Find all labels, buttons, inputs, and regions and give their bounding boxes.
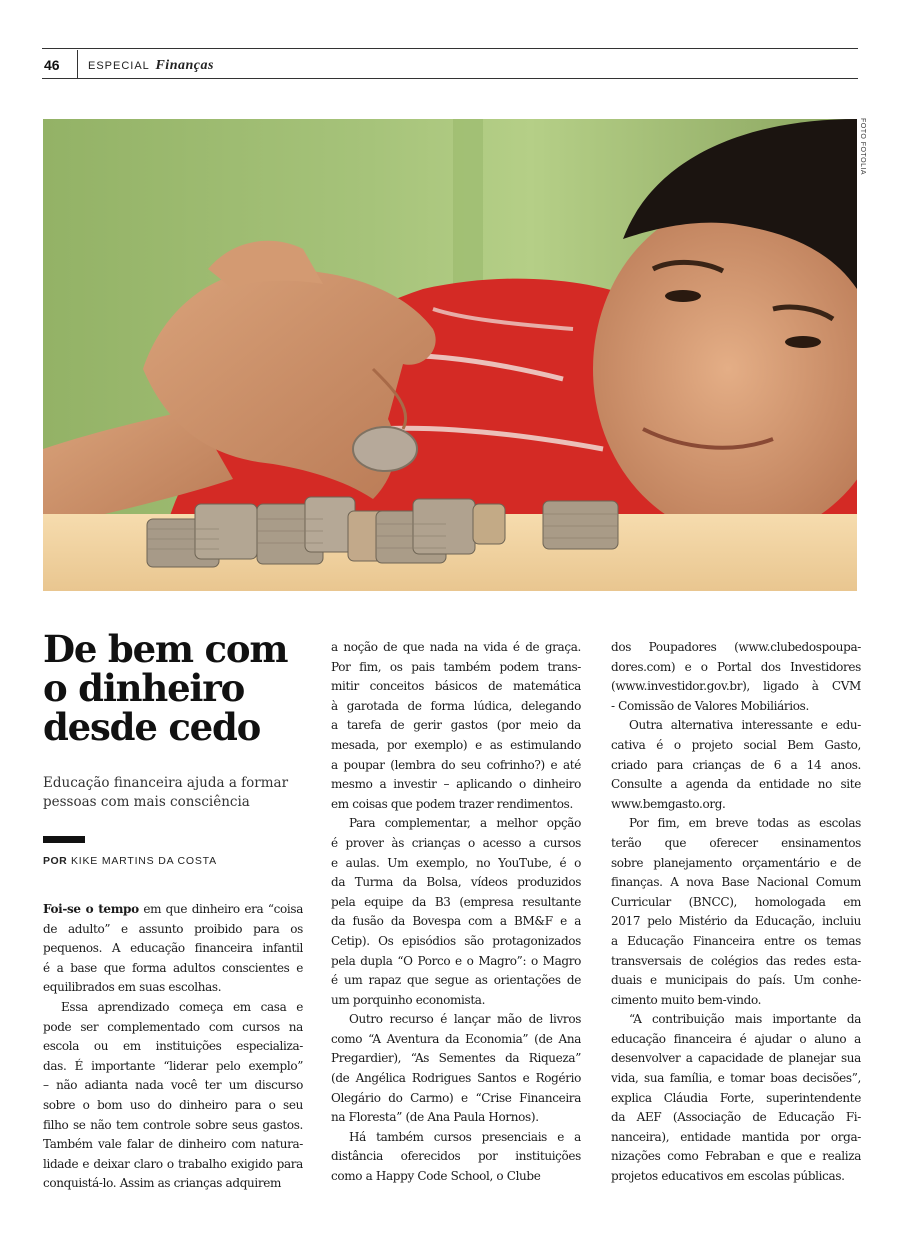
- section-title: Finanças: [155, 58, 214, 73]
- text-line: Também vale falar de dinheiro com natura-: [43, 1137, 303, 1152]
- article-column-2: [331, 638, 581, 1187]
- subheadline: Educação financeira ajuda a formar pessoas com mais consciência: [43, 775, 289, 810]
- text-line: e aulas. Um exemplo, no YouTube, é o: [331, 855, 581, 870]
- text-line: como a Happy Code School, o Clube: [331, 1169, 541, 1184]
- text-line: é um rapaz que segue as orientações de: [331, 973, 581, 988]
- header-divider: [77, 50, 78, 78]
- text-line: Olegário do Carmo) e “Crise Financeira: [331, 1090, 581, 1105]
- photo-illustration: [43, 119, 857, 591]
- text-line: - Comissão de Valores Mobiliários.: [611, 698, 809, 713]
- text-line: mesada, por exemplo) e as estimulando: [331, 737, 581, 752]
- text-line: pode ser complementado com cursos na: [43, 1019, 303, 1034]
- text-line: a poupar (lembra do seu cofrinho?) e até: [331, 757, 581, 772]
- text-line: criado para crianças de 6 a 14 anos.: [611, 757, 861, 772]
- text-line: é a base que forma adultos conscientes e: [43, 960, 303, 975]
- text-line: é prover às crianças o acesso a cursos: [331, 835, 581, 850]
- text-line: pela equipe da B3 (empresa resultante: [331, 894, 581, 909]
- text-line: (de Angélica Rodrigues Santos e Rogério: [331, 1071, 581, 1086]
- text-line: escola ou em instituições especializa-: [43, 1039, 303, 1054]
- text-line: nizações como Febraban e que e realiza: [611, 1149, 861, 1164]
- text-line: mitir conceitos básicos de matemática: [331, 679, 581, 694]
- headline-line: desde cedo: [43, 705, 261, 749]
- text-line: www.bemgasto.org.: [611, 796, 726, 811]
- text-line: nanceira), entidade mantida por orga-: [611, 1129, 861, 1144]
- text-line: à garotada de forma lúdica, delegando: [331, 698, 581, 713]
- page-number: 46: [44, 57, 60, 73]
- section-name: ESPECIAL: [88, 60, 150, 72]
- article-photo: [43, 119, 857, 591]
- headline: [43, 627, 313, 749]
- text-line: Consulte a agenda da entidade no site: [611, 777, 861, 792]
- article-column-3: [611, 638, 861, 1187]
- text-line: educação financeira é ajudar o aluno a: [611, 1031, 861, 1046]
- text-line: Outra alternativa interessante e edu-: [629, 718, 861, 733]
- text-line: pequenos. A educação financeira infantil: [43, 941, 303, 956]
- text-line: como “A Aventura da Economia” (de Ana: [331, 1031, 581, 1046]
- text-line: Para complementar, a melhor opção: [349, 816, 581, 831]
- text-line: desenvolver a capacidade de planejar sua: [611, 1051, 861, 1066]
- text-line: Pregardier), “As Sementes da Riqueza”: [331, 1051, 581, 1066]
- text-line: Há também cursos presenciais e a: [349, 1129, 581, 1144]
- text-line: Cetip). Os episódios são protagonizados: [331, 933, 581, 948]
- text-line: duais e municipais do país. Um conhe-: [611, 973, 861, 988]
- text-line: lidade e deixar claro o trabalho exigido para: [43, 1156, 303, 1171]
- text-line: sobre planejamento orçamentário e de: [611, 855, 861, 870]
- text-line: cativa é o projeto social Bem Gasto,: [611, 737, 861, 752]
- text-line: – não adianta nada você ter um discurso: [43, 1078, 303, 1093]
- text-line: dos Poupadores (www.clubedospoupa-: [611, 640, 861, 654]
- text-line: a tarefa de gerir gastos (por meio da: [331, 718, 581, 733]
- byline: [43, 855, 217, 867]
- text-line: da fusão da Bovespa com a BM&F e a: [331, 914, 581, 929]
- text-line: de adulto” e assunto proibido para os: [43, 921, 303, 936]
- text-line: equilibrados em suas escolhas.: [43, 980, 222, 995]
- text-line: projetos educativos em escolas públicas.: [611, 1169, 845, 1184]
- text-line: a noção de que nada na vida é de graça.: [331, 640, 581, 654]
- text-line: Curricular (BNCC), homologada em: [611, 894, 861, 909]
- text-line: Foi-se o tempo em que dinheiro era “coisa: [43, 902, 303, 916]
- text-line: na Floresta” (de Ana Paula Hornos).: [331, 1110, 539, 1125]
- text-line: das. É importante “liderar pelo exemplo”: [43, 1058, 303, 1073]
- text-line: Por fim, em breve todas as escolas: [629, 816, 861, 831]
- text-line: um porquinho economista.: [331, 992, 486, 1007]
- text-line: em coisas que podem trazer rendimentos.: [331, 796, 573, 811]
- headline-line: De bem com: [43, 627, 288, 671]
- text-line: filho se não tem controle sobre seus gastos.: [43, 1117, 303, 1132]
- text-line: Essa aprendizado começa em casa e: [61, 999, 303, 1014]
- text-line: mesmo a investir – aplicando o dinheiro: [331, 777, 581, 792]
- text-line: transversais de colégios das redes esta-: [611, 953, 861, 968]
- text-line: pela dupla “O Porco e o Magro”: o Magro: [331, 953, 581, 968]
- header-top-rule: [42, 48, 858, 49]
- lead-words: Foi-se o tempo: [43, 902, 139, 916]
- text-line: dores.com) e o Portal dos Investidores: [611, 659, 861, 674]
- text-line: 2017 pelo Mistério da Educação, incluiu: [611, 914, 861, 929]
- text-line: da AEF (Associação de Educação Fi-: [611, 1110, 861, 1125]
- text-line: “A contribuição mais importante da: [629, 1012, 861, 1027]
- article-column-1: [43, 900, 303, 1194]
- text-line: vida, sua família, e tomar boas decisões”,: [611, 1071, 861, 1086]
- header-bottom-rule: [42, 78, 858, 79]
- text-line: a Educação Financeira entre os temas: [611, 933, 861, 948]
- photo-credit: FOTO FOTOLIA: [859, 118, 866, 176]
- text-line: (www.investidor.gov.br), ligado à CVM: [611, 679, 861, 694]
- byline-prefix: POR: [43, 855, 68, 867]
- text-line: Por fim, os pais também podem trans-: [331, 659, 581, 674]
- text-line: finanças. A nova Base Nacional Comum: [611, 875, 861, 890]
- text-line: distância oferecidos por instituições: [331, 1149, 581, 1164]
- text-line: da Turma da Bolsa, vídeos produzidos: [331, 875, 581, 890]
- byline-author: KIKE MARTINS DA COSTA: [70, 855, 217, 867]
- text-line: explica Cláudia Forte, superintendente: [611, 1090, 861, 1105]
- text-line: sobre o bom uso do dinheiro para o seu: [43, 1097, 303, 1112]
- text-line: Outro recurso é lançar mão de livros: [349, 1012, 581, 1027]
- text-line: conquistá-lo. Assim as crianças adquirem: [43, 1176, 282, 1191]
- byline-bar: [43, 836, 85, 843]
- text-line: terão que oferecer ensinamentos: [611, 835, 861, 850]
- text-line: cimento muito bem-vindo.: [611, 992, 762, 1007]
- section-label: [88, 58, 214, 74]
- headline-line: o dinheiro: [43, 666, 245, 710]
